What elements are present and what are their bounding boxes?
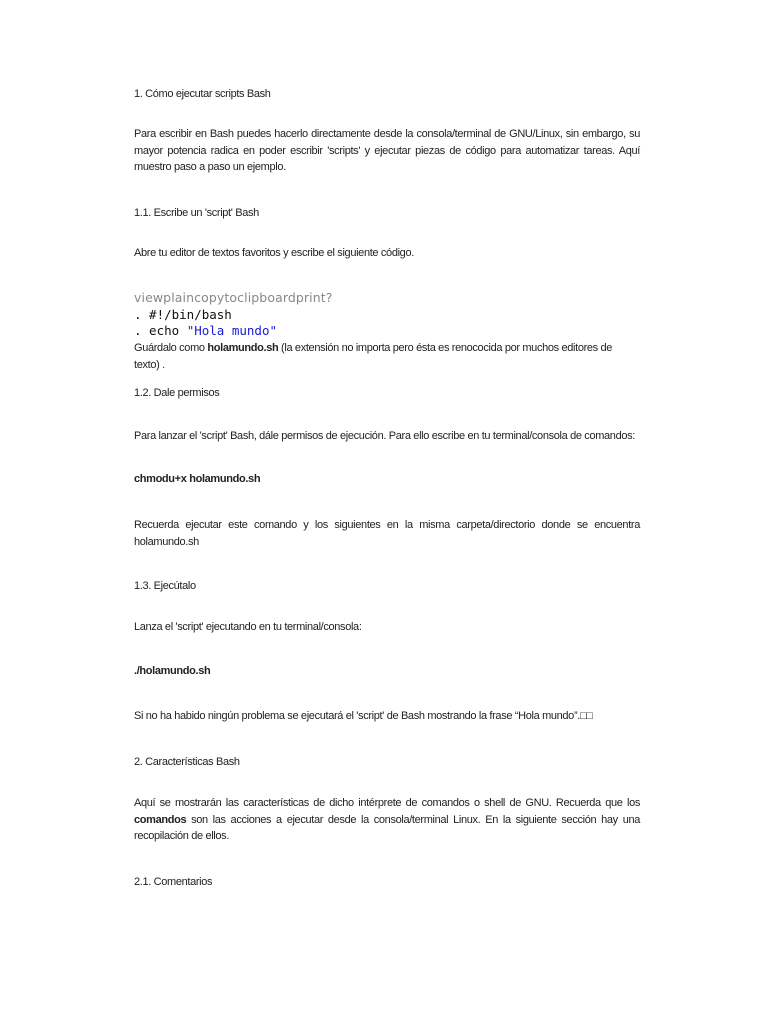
heading-2: 2. Características Bash xyxy=(134,756,240,768)
command-run: ./holamundo.sh xyxy=(134,665,211,677)
paragraph-features xyxy=(134,795,640,845)
heading-1: 1. Cómo ejecutar scripts Bash xyxy=(134,88,271,100)
paragraph-run: Lanza el 'script' ejecutando en tu terminal/consola: xyxy=(134,621,362,633)
paragraph-editor: Abre tu editor de textos favoritos y escribe el siguiente código. xyxy=(134,247,414,259)
paragraph-result: Si no ha habido ningún problema se ejecutará el 'script' de Bash mostrando la frase “Hola mundo”.□□ xyxy=(134,710,593,722)
code-echo-string: "Hola mundo" xyxy=(186,323,277,338)
heading-1-2: 1.2. Dale permisos xyxy=(134,387,220,399)
save-filename: holamundo.sh xyxy=(207,342,279,354)
code-echo-prefix: . echo xyxy=(134,323,187,338)
paragraph-permissions: Para lanzar el 'script' Bash, dále permisos de ejecución. Para ello escribe en tu terminal/consola de comandos: xyxy=(134,430,635,442)
code-line-shebang: . #!/bin/bash xyxy=(134,307,232,322)
paragraph-intro: Para escribir en Bash puedes hacerlo directamente desde la consola/terminal de GNU/Linux, sin embargo, su mayor potencia radica en poder escribir 'scripts' y ejecutar piezas de código para automatizar tareas. Aquí muestro paso a paso un ejemplo. xyxy=(134,128,640,173)
features-text-b: son las acciones a ejecutar desde la consola/terminal Linux. En la siguiente sección hay una recopilación de ellos. xyxy=(134,813,640,842)
paragraph-save xyxy=(134,340,640,373)
code-toolbar-links[interactable]: viewplaincopytoclipboardprint? xyxy=(134,290,333,305)
features-text-a: Aquí se mostrarán las características de dicho intérprete de comandos o shell de GNU. Recuerda que los xyxy=(134,797,640,809)
heading-1-3: 1.3. Ejecútalo xyxy=(134,580,196,592)
paragraph-recuerda: Recuerda ejecutar este comando y los siguientes en la misma carpeta/directorio donde se encuentra holamundo.sh xyxy=(134,519,640,548)
command-chmod: chmodu+x holamundo.sh xyxy=(134,473,261,485)
save-suffix: (la extensión no importa pero ésta es renococida por muchos editores de texto) . xyxy=(134,342,613,371)
heading-2-1: 2.1. Comentarios xyxy=(134,876,213,888)
save-prefix: Guárdalo como xyxy=(134,342,208,354)
heading-1-1: 1.1. Escribe un 'script' Bash xyxy=(134,207,259,219)
features-bold-comandos: comandos xyxy=(134,813,187,826)
code-line-echo xyxy=(134,323,277,338)
